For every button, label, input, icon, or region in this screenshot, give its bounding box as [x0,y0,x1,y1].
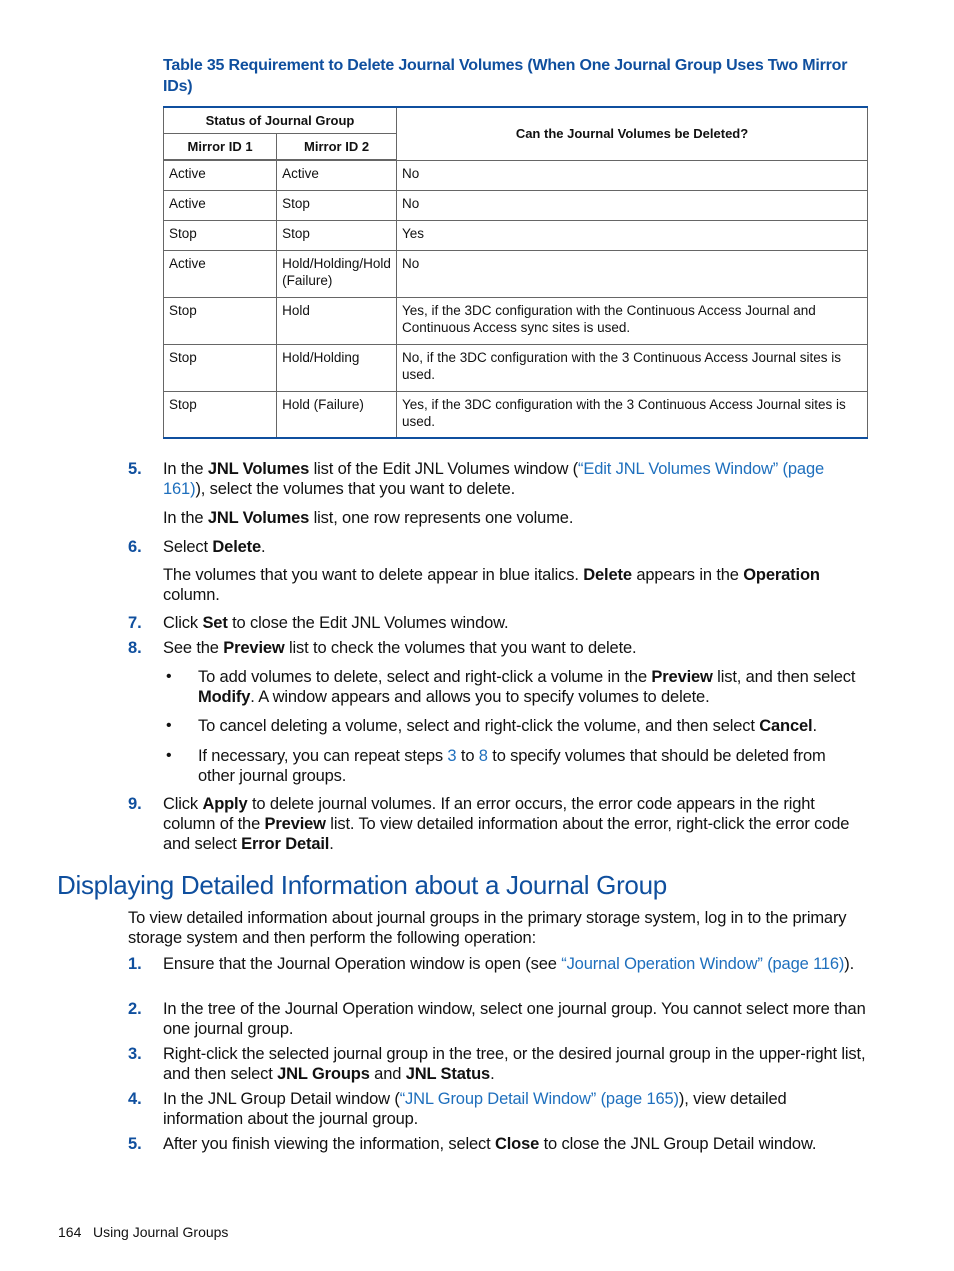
cell-mirror-1: Active [164,160,277,190]
step-6-text: Select Delete. [163,538,266,556]
step-number: 2. [128,1000,142,1018]
table-caption: Table 35 Requirement to Delete Journal Volumes (When One Journal Group Uses Two Mirror IDs) [163,57,848,95]
step-8-bullet-3: If necessary, you can repeat steps 3 to 8 to specify volumes that should be deleted from other journal groups. [198,747,826,785]
step-8-bullet-2: To cancel deleting a volume, select and right-click the volume, and then select Cancel. [198,717,817,735]
step-5-note: In the JNL Volumes list, one row represents one volume. [163,509,574,527]
cell-mirror-2: Hold (Failure) [277,391,397,438]
table-row [164,297,868,344]
table-row [164,220,868,250]
cell-result: No [397,250,868,297]
section-step-5: After you finish viewing the information, select Close to close the JNL Group Detail window. [163,1135,817,1153]
delete-requirements-table [163,106,868,439]
step-number: 1. [128,955,142,973]
cell-mirror-2: Stop [277,190,397,220]
step-7-text: Click Set to close the Edit JNL Volumes window. [163,614,509,632]
step-6-note: The volumes that you want to delete appear in blue italics. Delete appears in the Operation column. [163,566,820,604]
header-status: Status of Journal Group [164,107,397,134]
cell-mirror-1: Stop [164,344,277,391]
header-mirror-2: Mirror ID 2 [277,134,397,161]
cell-mirror-2: Active [277,160,397,190]
cell-result: No [397,160,868,190]
step-number: 6. [128,538,142,556]
section-step-1: Ensure that the Journal Operation window is open (see “Journal Operation Window” (page 116)). [163,955,855,973]
step-number: 3. [128,1045,142,1063]
step-number: 5. [128,1135,142,1153]
section-step-4: In the JNL Group Detail window (“JNL Group Detail Window” (page 165)), view detailed information about the journal group. [163,1090,787,1128]
cell-mirror-2: Hold/Holding [277,344,397,391]
step-number: 8. [128,639,142,657]
jnl-group-detail-window-link[interactable]: “JNL Group Detail Window” (page 165) [399,1090,679,1108]
cell-mirror-1: Stop [164,220,277,250]
step-number: 4. [128,1090,142,1108]
step-8-text: See the Preview list to check the volumes that you want to delete. [163,639,637,657]
step-9-text: Click Apply to delete journal volumes. If an error occurs, the error code appears in the right column of the Preview list. To view detailed information about the error, right-click the error code and select Error Detail. [163,795,850,853]
cell-result: No, if the 3DC configuration with the 3 Continuous Access Journal sites is used. [397,344,868,391]
header-can-delete: Can the Journal Volumes be Deleted? [397,107,868,160]
cell-result: Yes, if the 3DC configuration with the Continuous Access Journal and Continuous Access sync sites is used. [397,297,868,344]
cell-mirror-1: Active [164,250,277,297]
step-number: 9. [128,795,142,813]
table-row [164,250,868,297]
cell-mirror-2: Hold [277,297,397,344]
journal-operation-window-link[interactable]: “Journal Operation Window” (page 116) [561,955,845,973]
section-heading: Displaying Detailed Information about a Journal Group [57,870,667,900]
section-step-3: Right-click the selected journal group in the tree, or the desired journal group in the upper-right list, and then select JNL Groups and JNL Status. [163,1045,866,1083]
bullet-icon: • [166,668,172,685]
section-step-2: In the tree of the Journal Operation window, select one journal group. You cannot select more than one journal group. [163,1000,866,1038]
header-mirror-1: Mirror ID 1 [164,134,277,161]
footer-title: Using Journal Groups [93,1224,229,1240]
step-8-bullet-1: To add volumes to delete, select and right-click a volume in the Preview list, and then select Modify. A window appears and allows you to specify volumes to delete. [198,668,856,706]
table-row [164,391,868,438]
cell-result: No [397,190,868,220]
step-number: 7. [128,614,142,632]
table-row [164,190,868,220]
section-intro: To view detailed information about journal groups in the primary storage system, log in to the primary storage system and then perform the following operation: [128,909,847,947]
page-footer [58,1223,228,1241]
cell-result: Yes [397,220,868,250]
cell-mirror-1: Stop [164,391,277,438]
bullet-icon: • [166,717,172,734]
cell-result: Yes, if the 3DC configuration with the 3 Continuous Access Journal sites is used. [397,391,868,438]
table-row [164,344,868,391]
step-5-text: In the JNL Volumes list of the Edit JNL Volumes window (“Edit JNL Volumes Window” (page 161)), select the volumes that you want to delete. [163,460,825,498]
cell-mirror-1: Active [164,190,277,220]
step-3-link[interactable]: 3 [447,747,457,765]
table-row [164,160,868,190]
step-number: 5. [128,460,142,478]
step-8-link[interactable]: 8 [478,747,488,765]
cell-mirror-2: Hold/Holding/Hold (Failure) [277,250,397,297]
cell-mirror-2: Stop [277,220,397,250]
page-number: 164 [58,1224,82,1240]
edit-jnl-volumes-link[interactable]: “Edit JNL Volumes Window” (page 161) [163,460,825,498]
cell-mirror-1: Stop [164,297,277,344]
bullet-icon: • [166,747,172,764]
